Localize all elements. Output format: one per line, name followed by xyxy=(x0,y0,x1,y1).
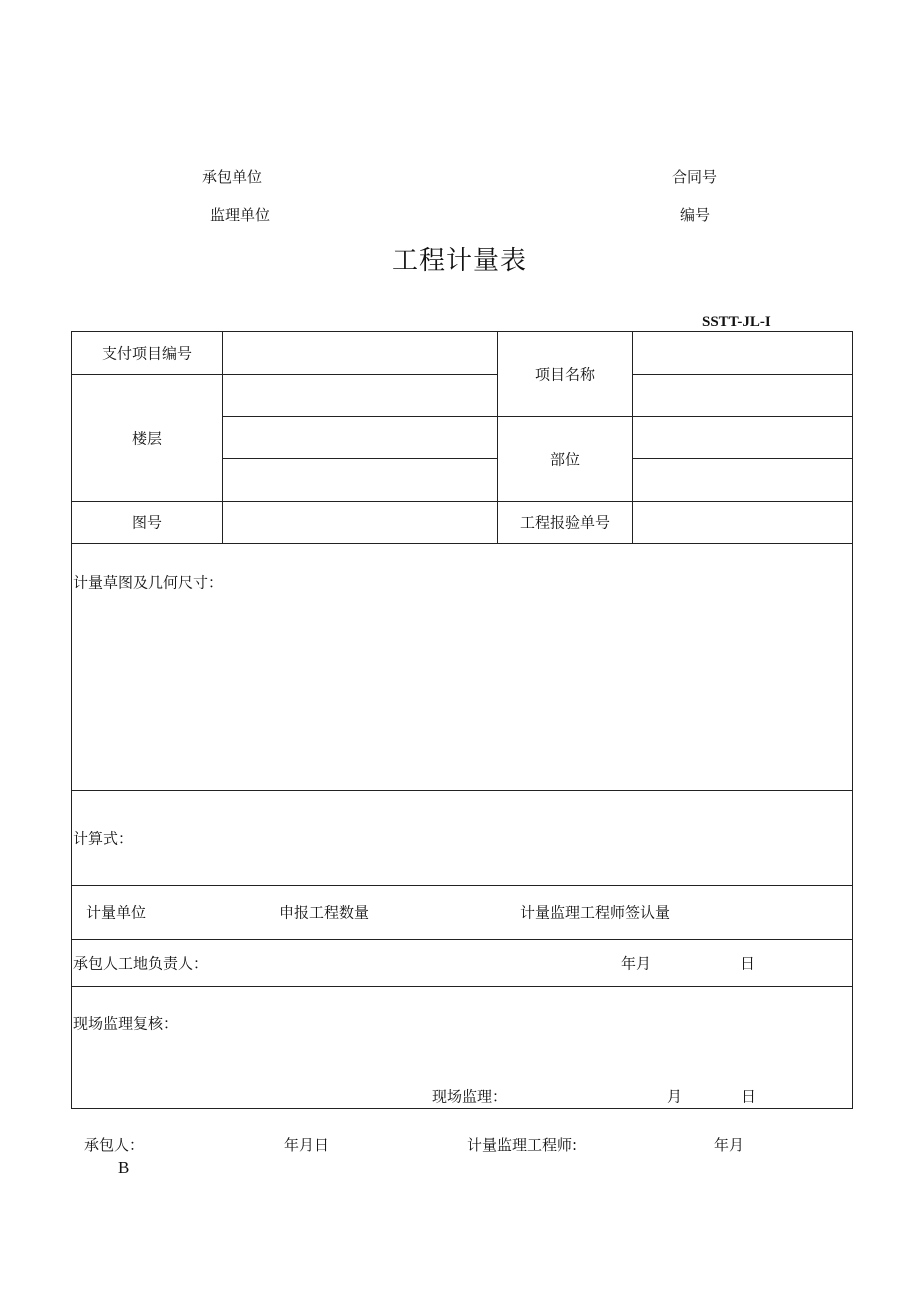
site-manager-date-d: 日 xyxy=(740,954,756,973)
review-day: 日 xyxy=(741,1087,757,1106)
contractor-label: 承包人： xyxy=(84,1136,145,1154)
row-line xyxy=(71,790,853,791)
row-line xyxy=(71,986,853,987)
form-code: SSTT-JL-I xyxy=(702,314,771,330)
table-border-right xyxy=(852,331,853,1108)
engineer-confirmed-label: 计量监理工程师签认量 xyxy=(520,903,671,922)
declared-quantity-label: 申报工程数量 xyxy=(279,903,370,922)
drawing-no-label: 图号 xyxy=(131,513,163,532)
row-line xyxy=(633,374,853,375)
contractor-unit-label: 承包单位 xyxy=(202,168,263,186)
contractor-date: 年月日 xyxy=(284,1136,330,1154)
table-border-top xyxy=(71,331,853,332)
row-line xyxy=(71,885,853,886)
page-title: 工程计量表 xyxy=(392,246,528,276)
engineer-date: 年月 xyxy=(714,1136,745,1154)
table-border-bottom xyxy=(71,1108,853,1109)
row-line xyxy=(71,543,853,544)
row-line xyxy=(71,939,853,940)
formula-label: 计算式： xyxy=(73,829,134,848)
site-supervisor-label: 现场监理： xyxy=(432,1087,508,1106)
inspection-report-no-label: 工程报验单号 xyxy=(519,513,611,532)
row-line xyxy=(223,374,498,375)
supervision-unit-label: 监理单位 xyxy=(210,206,271,224)
row-line xyxy=(71,374,223,375)
site-review-label: 现场监理复核： xyxy=(73,1014,179,1033)
sketch-label: 计量草图及几何尺寸： xyxy=(73,573,224,592)
row-line xyxy=(223,458,498,459)
footer-mark: B xyxy=(118,1158,130,1177)
project-name-label: 项目名称 xyxy=(534,365,596,384)
measure-unit-label: 计量单位 xyxy=(86,903,147,922)
col-line xyxy=(632,331,633,543)
contract-no-label: 合同号 xyxy=(672,168,718,186)
payment-item-no-label: 支付项目编号 xyxy=(101,344,193,363)
table-border-left xyxy=(71,331,72,1108)
part-label: 部位 xyxy=(549,450,581,469)
row-line xyxy=(71,501,853,502)
site-manager-date-ym: 年月 xyxy=(621,954,652,973)
engineer-label: 计量监理工程师: xyxy=(467,1136,578,1154)
col-line xyxy=(497,331,498,543)
col-line xyxy=(222,331,223,543)
serial-no-label: 编号 xyxy=(680,206,711,224)
row-line xyxy=(633,458,853,459)
site-manager-label: 承包人工地负责人： xyxy=(73,954,209,973)
review-month: 月 xyxy=(667,1087,683,1106)
row-line xyxy=(223,416,853,417)
floor-label: 楼层 xyxy=(131,429,163,448)
